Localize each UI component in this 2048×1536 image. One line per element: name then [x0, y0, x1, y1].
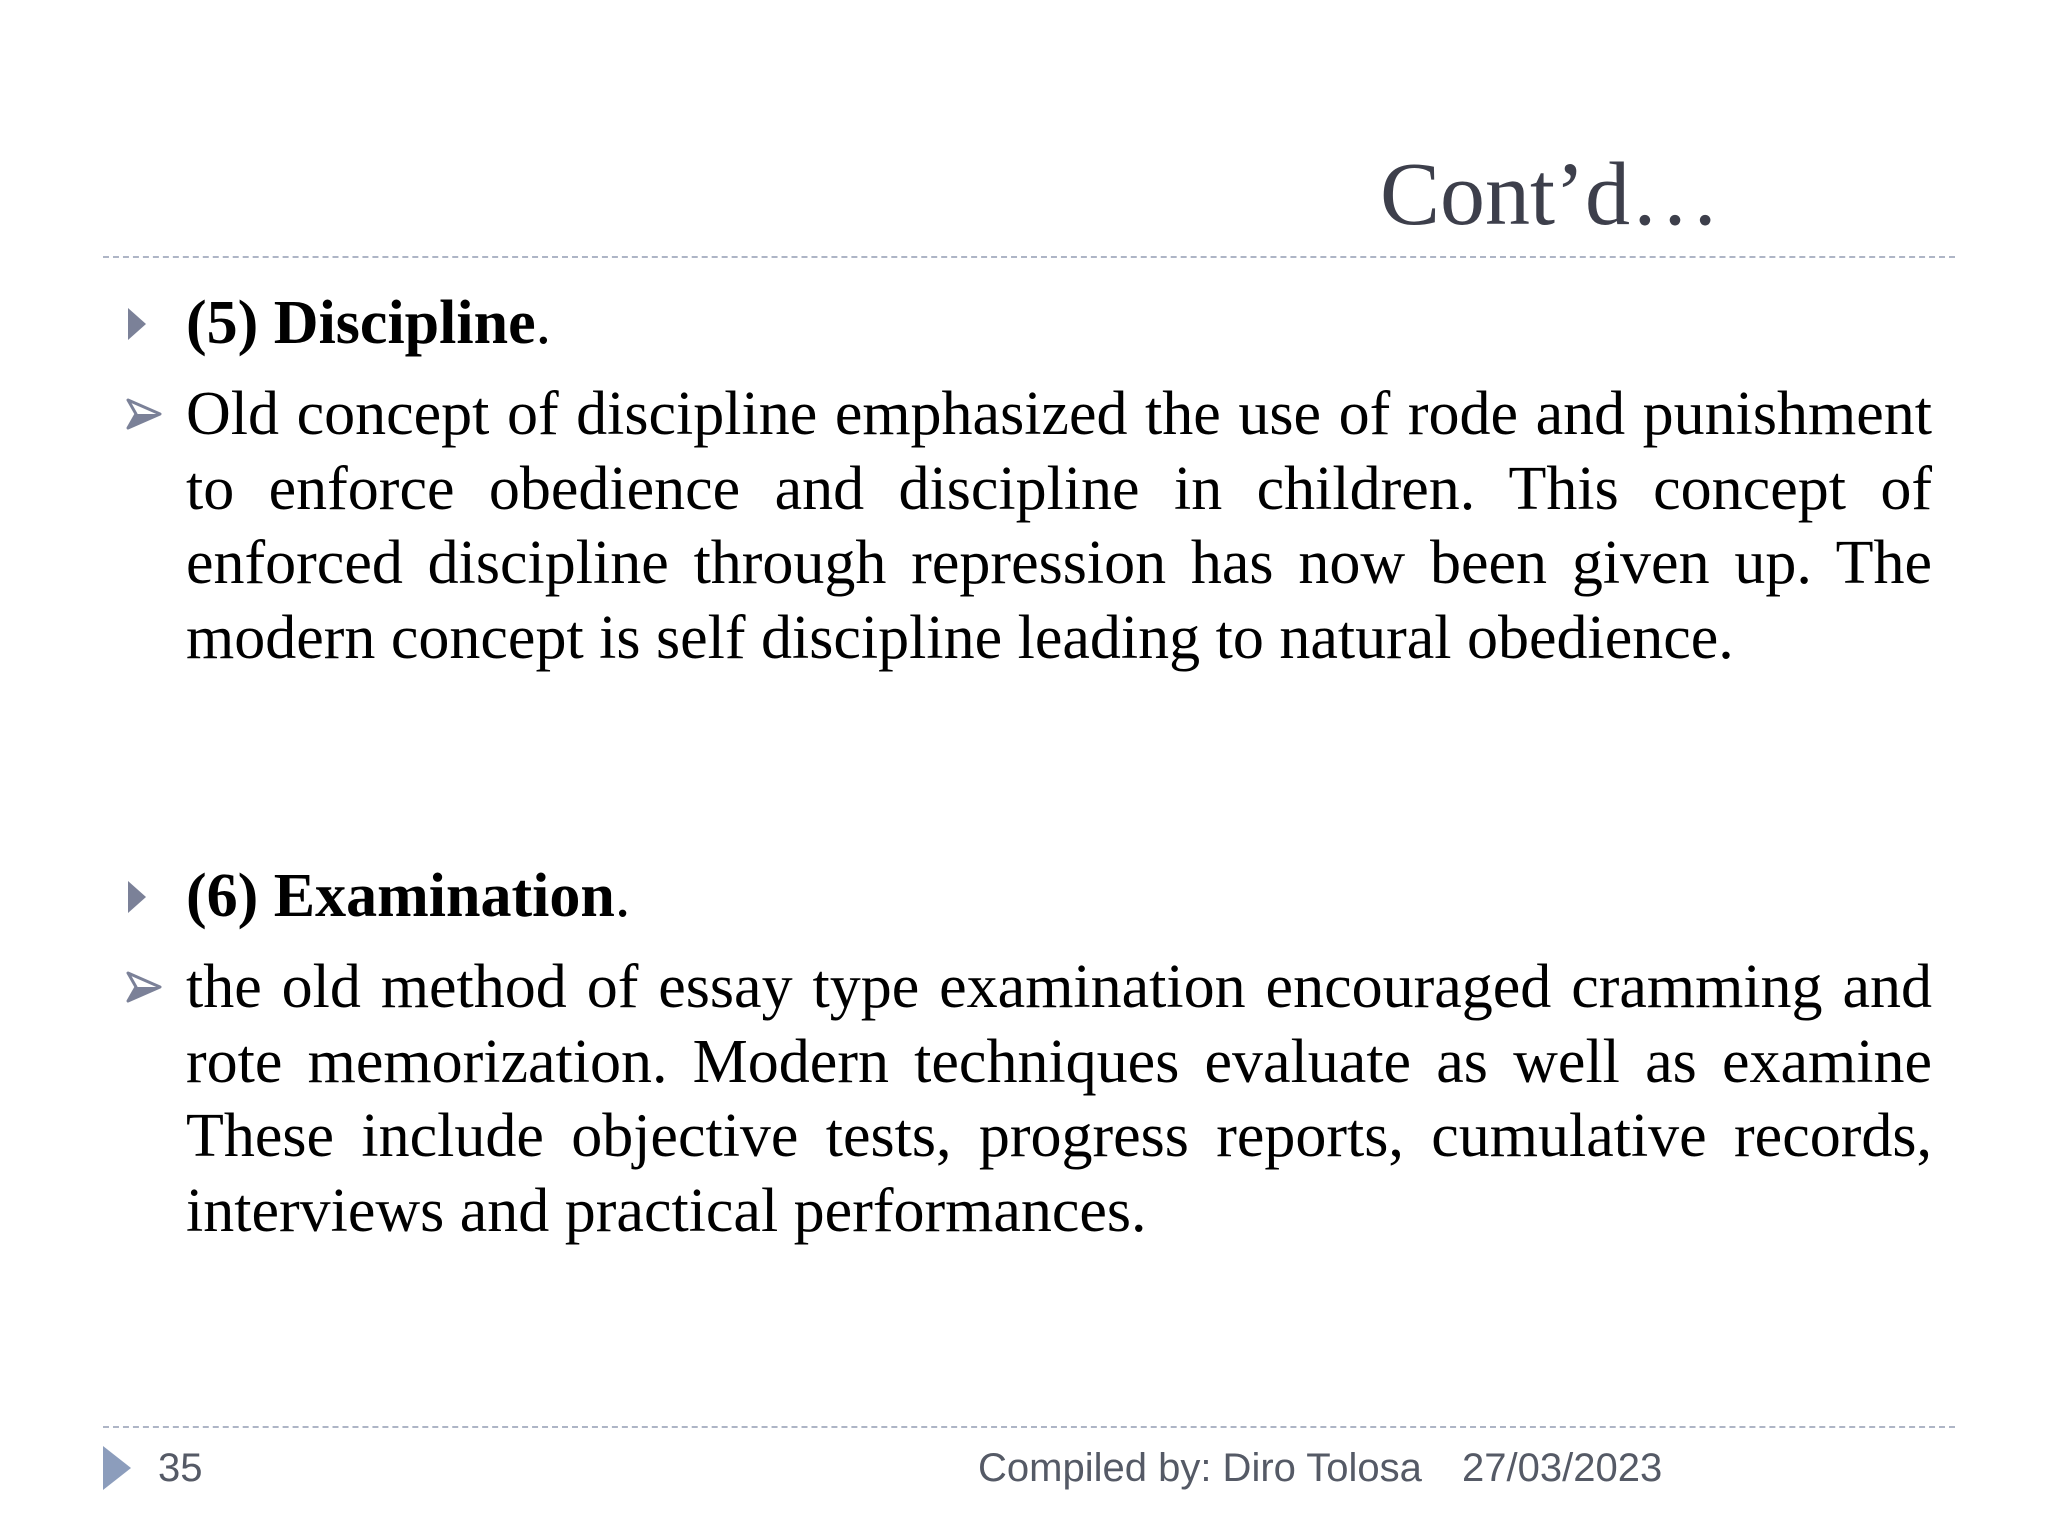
- slide-title: Cont’d…: [1380, 145, 1721, 244]
- page-number: 35: [158, 1446, 203, 1490]
- section-heading-bold: (6) Examination: [186, 862, 615, 930]
- footer-divider: [103, 1426, 1955, 1428]
- triangle-right-icon: [128, 881, 146, 913]
- triangle-right-icon: [103, 1446, 131, 1490]
- section-text-discipline: Old concept of discipline emphasized the use of rode and punishment to enforce obedience and discipline in children. This concept of enforced discipline through repression has now been given up. The modern concept is self discipline leading to natural obedience.: [186, 380, 1932, 672]
- footer-author: Compiled by: Diro Tolosa: [978, 1446, 1422, 1490]
- section-heading-discipline: [186, 286, 1932, 360]
- section-text-examination: the old method of essay type examination encouraged cramming and rote memorization. Modern techniques evaluate as well as examine These include objective tests, progress reports, cumulative records, interviews and practical performances.: [186, 953, 1932, 1245]
- arrow-bullet-icon: [126, 396, 162, 432]
- triangle-right-icon: [128, 308, 146, 340]
- section-heading-bold: (5) Discipline: [186, 289, 536, 357]
- section-heading-examination: [186, 859, 1932, 933]
- section-heading-suffix: .: [614, 862, 631, 930]
- section-heading-suffix: .: [535, 289, 552, 357]
- arrow-bullet-icon: [126, 969, 162, 1005]
- footer-date: 27/03/2023: [1462, 1446, 1663, 1490]
